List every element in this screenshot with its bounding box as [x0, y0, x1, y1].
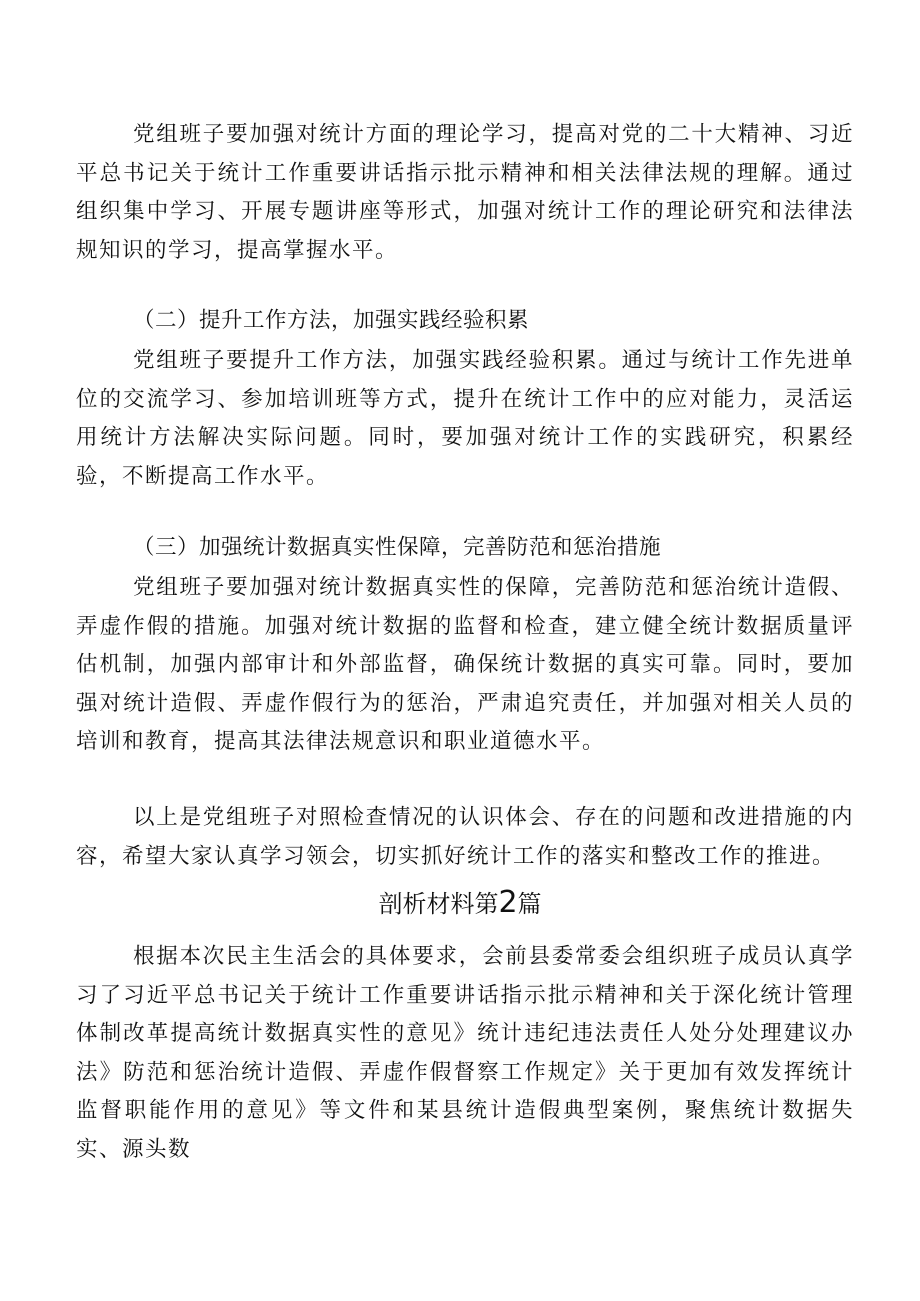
section-heading-3: （三）加强统计数据真实性保障，完善防范和惩治措施 [133, 535, 662, 560]
paragraph-data-authenticity: 党组班子要加强对统计数据真实性的保障，完善防范和惩治统计造假、弄虚作假的措施。加强对统计数据的监督和检查，建立健全统计数据质量评估机制，加强内部审计和外部监督，确保统计数据的真实可靠。同时，要加强对统计造假、弄虚作假行为的惩治，严肃追究责任，并加强对相关人员的培训和教育，提高其法律法规意识和职业道德水平。 [76, 575, 854, 754]
title-prefix: 剖析材料第 [378, 890, 499, 918]
title-suffix: 篇 [517, 890, 542, 918]
paragraph-meeting-requirements: 根据本次民主生活会的具体要求，会前县委常委会组织班子成员认真学习了习近平总书记关于统计工作重要讲话指示批示精神和关于深化统计管理体制改革提高统计数据真实性的意见》统计违纪违法责任人处分处理建议办法》防范和惩治统计造假、弄虚作假督察工作规定》关于更加有效发挥统计监督职能作用的意见》等文件和某县统计造假典型案例，聚焦统计数据失实、源头数 [76, 944, 854, 1162]
paragraph-work-methods: 党组班子要提升工作方法，加强实践经验积累。通过与统计工作先进单位的交流学习、参加培训班等方式，提升在统计工作中的应对能力，灵活运用统计方法解决实际问题。同时，要加强对统计工作的实践研究，积累经验，不断提高工作水平。 [76, 348, 854, 489]
document-title [0, 886, 920, 921]
paragraph-theory-study: 党组班子要加强对统计方面的理论学习，提高对党的二十大精神、习近平总书记关于统计工作重要讲话指示批示精神和相关法律法规的理解。通过组织集中学习、开展专题讲座等形式，加强对统计工作的理论研究和法律法规知识的学习，提高掌握水平。 [76, 122, 854, 263]
title-number: 2 [498, 885, 518, 920]
section-heading-2: （二）提升工作方法，加强实践经验积累 [133, 308, 530, 333]
paragraph-conclusion: 以上是党组班子对照检查情况的认识体会、存在的问题和改进措施的内容，希望大家认真学习领会，切实抓好统计工作的落实和整改工作的推进。 [76, 805, 854, 869]
